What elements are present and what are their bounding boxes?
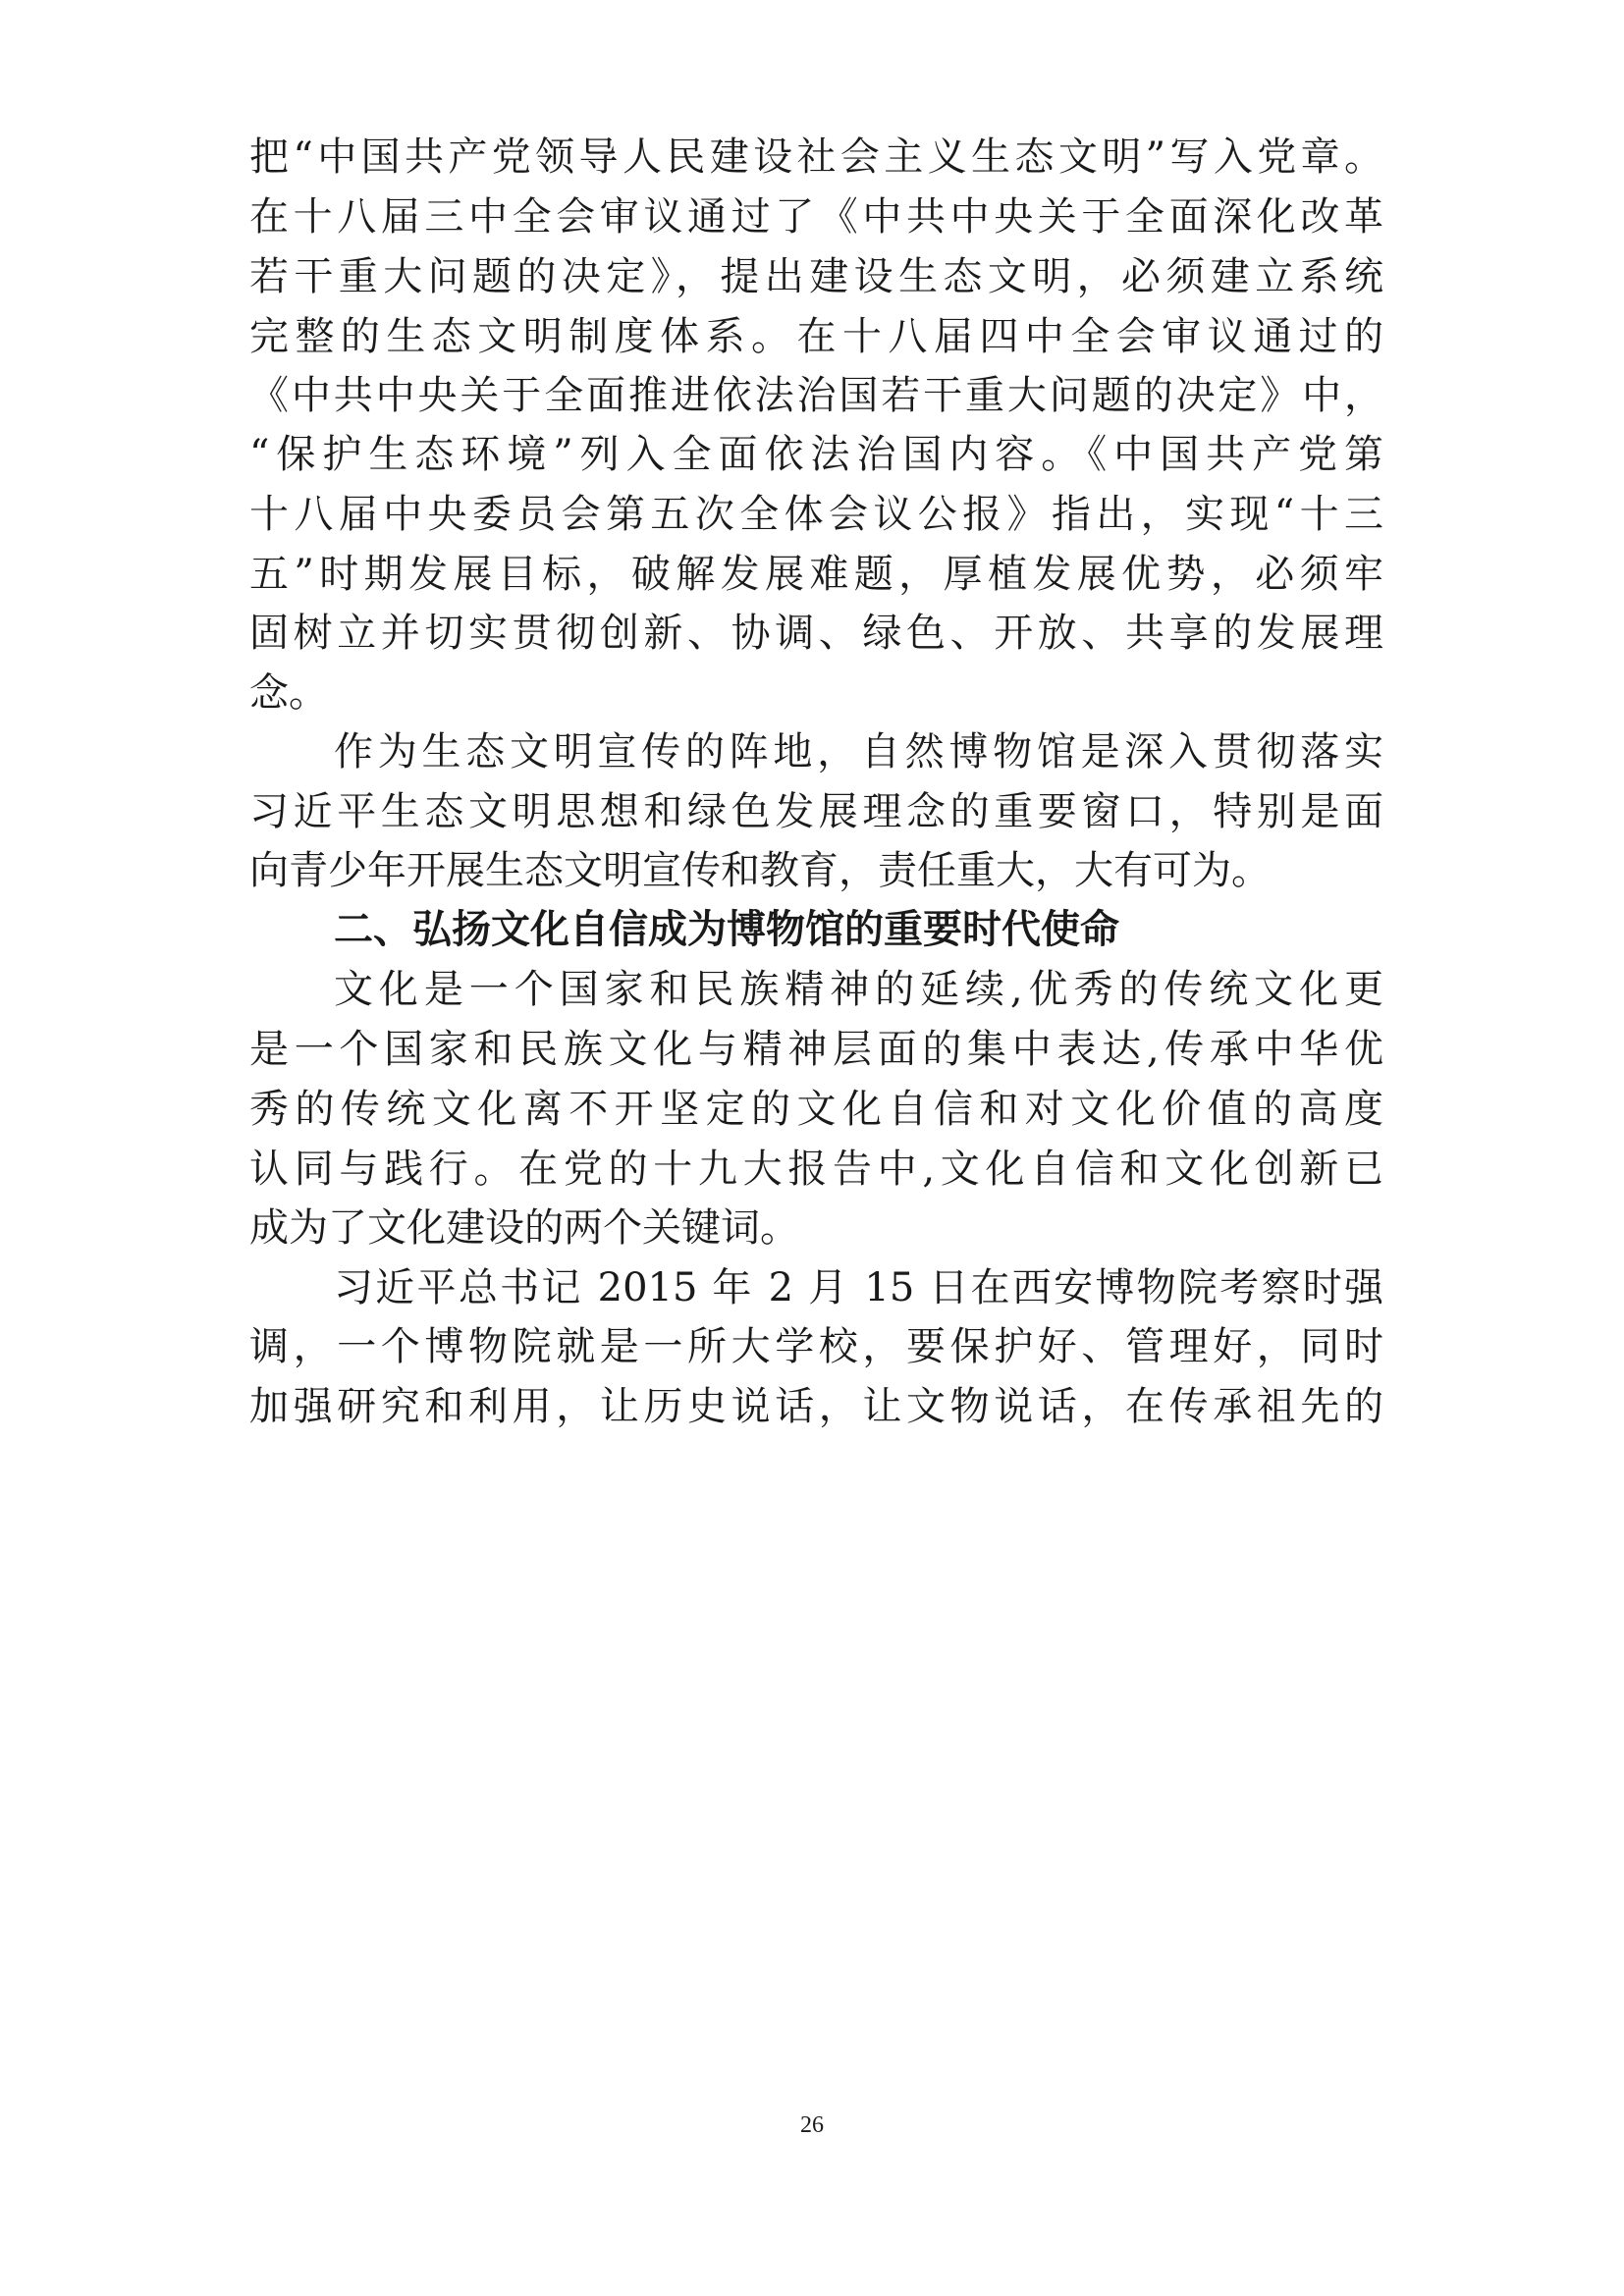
text-line: 是一个国家和民族文化与精神层面的集中表达,传承中华优	[249, 1027, 1383, 1072]
text-line: 完整的生态文明制度体系。在十八届四中全会审议通过的	[249, 314, 1383, 359]
text-line: 若干重大问题的决定》，提出建设生态文明，必须建立系统	[249, 254, 1383, 299]
text-line: 文化是一个国家和民族精神的延续,优秀的传统文化更	[334, 967, 1383, 1012]
text-line: “保护生态环境”列入全面依法治国内容。《中国共产党第	[249, 432, 1383, 477]
text-line: 作为生态文明宣传的阵地，自然博物馆是深入贯彻落实	[334, 729, 1383, 774]
text-line: 习近平总书记 2015 年 2 月 15 日在西安博物院考察时强	[334, 1265, 1383, 1310]
text-line: 成为了文化建设的两个关键词。	[249, 1205, 799, 1251]
text-line: 向青少年开展生态文明宣传和教育，责任重大，大有可为。	[249, 848, 1271, 893]
text-line: 认同与践行。在党的十九大报告中,文化自信和文化创新已	[249, 1147, 1383, 1192]
text-line: 固树立并切实贯彻创新、协调、绿色、开放、共享的发展理	[249, 611, 1383, 656]
section-heading: 二、弘扬文化自信成为博物馆的重要时代使命	[334, 907, 1119, 952]
text-line: 秀的传统文化离不开坚定的文化自信和对文化价值的高度	[249, 1087, 1383, 1132]
text-line: 五”时期发展目标，破解发展难题，厚植发展优势，必须牢	[249, 552, 1383, 597]
text-line: 《中共中央关于全面推进依法治国若干重大问题的决定》中，	[249, 373, 1383, 418]
text-line: 把“中国共产党领导人民建设社会主义生态文明”写入党章。	[249, 134, 1383, 180]
text-line: 调，一个博物院就是一所大学校，要保护好、管理好，同时	[249, 1324, 1383, 1369]
text-line: 十八届中央委员会第五次全体会议公报》指出，实现“十三	[249, 492, 1383, 537]
text-line: 加强研究和利用，让历史说话，让文物说话，在传承祖先的	[249, 1384, 1383, 1429]
page-number: 26	[800, 2112, 824, 2138]
text-line: 在十八届三中全会审议通过了《中共中央关于全面深化改革	[249, 194, 1383, 240]
text-line: 习近平生态文明思想和绿色发展理念的重要窗口，特别是面	[249, 789, 1383, 834]
text-line: 念。	[249, 670, 328, 716]
